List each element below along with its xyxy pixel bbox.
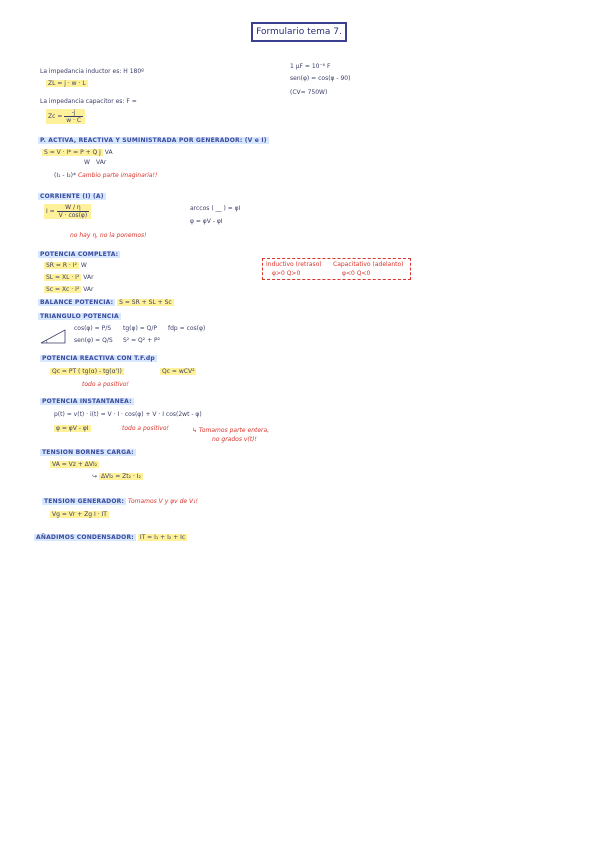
unit-var: VAr: [96, 159, 107, 166]
tension-gen-heading: TENSION GENERADOR:: [44, 498, 125, 505]
condensador-row: [34, 534, 187, 541]
corriente-note: no hay η, no la ponemos!: [70, 232, 147, 239]
reactiva-formula: Qc = PT ( tg(α) - tg(α')): [52, 368, 122, 375]
corriente-formula: [44, 204, 91, 219]
note-sen-cos: sen(φ) = cos(φ - 90): [290, 75, 351, 82]
balance-row: [38, 299, 174, 306]
p-activa-note: [54, 172, 157, 179]
s-l-row: [44, 274, 94, 281]
unit-va: VA: [104, 149, 113, 156]
potencia-completa-heading: POTENCIA COMPLETA:: [40, 251, 119, 258]
s-r-formula: SR = R · I²: [46, 262, 77, 269]
tension-gen-formula: Vg = Vr + Zg I · IT: [52, 511, 107, 518]
arccos-formula: arccos ( __ ) = φI: [190, 205, 241, 212]
condensador-heading: AÑADIMOS CONDENSADOR:: [36, 534, 134, 541]
instantanea-heading: POTENCIA INSTANTANEA:: [42, 398, 132, 405]
tension-bornes-sub-formula: ΔVI₂ = Zt₂ · I₂: [100, 473, 141, 480]
capacitor-formula: [46, 109, 85, 124]
instantanea-note-3: no grados v(t)!: [212, 436, 257, 443]
tension-gen-note: Tomamos V y φv de V₁!: [128, 498, 198, 505]
corriente-heading: CORRIENTE (I) (A): [40, 193, 104, 200]
balance-heading: BALANCE POTENCIA:: [40, 299, 114, 306]
tension-bornes-heading: TENSION BORNES CARGA:: [42, 449, 134, 456]
capacitor-den: w · C: [66, 117, 82, 124]
condensador-formula: IT = I₁ + I₂ + Ic: [139, 534, 186, 541]
page-title: Formulario tema 7.: [251, 22, 347, 42]
instantanea-note-2: ↳ Tomamos parte entera,: [192, 427, 270, 434]
corriente-den: V · cos(φ): [58, 212, 88, 219]
p-activa-formula: [42, 149, 113, 156]
capacitivo-label: Capacitativo (adelanto): [333, 261, 404, 268]
capacitor-label: La impedancia capacitor es: F =: [40, 98, 137, 105]
inductor-formula: ZL = j · w · L: [48, 80, 86, 87]
tension-gen-row: [42, 498, 198, 505]
tri-tg: tg(φ) = Q/P: [123, 325, 158, 332]
instantanea-formula: p(t) = v(t) · i(t) = V · I · cos(φ) + V · I cos(2wt - φ): [54, 411, 202, 418]
capacitivo-cond: φ<0 Q<0: [342, 270, 371, 277]
tri-cos: cos(φ) = P/S: [74, 325, 112, 332]
s-l-formula: SL = XL · I²: [46, 274, 80, 281]
instantanea-note-1: todo a positivo!: [122, 425, 169, 432]
unit-w: W: [84, 159, 90, 166]
s-c-row: [44, 286, 93, 293]
capacitor-num: -j: [64, 109, 83, 117]
corriente-fraction: [57, 204, 90, 219]
reactiva-heading: POTENCIA REACTIVA CON T.F.dp: [42, 355, 155, 362]
s-c-formula: Sc = Xc · I²: [46, 286, 80, 293]
tri-fdp: fdp = cos(φ): [168, 325, 206, 332]
inductivo-cond: φ>0 Q>0: [272, 270, 301, 277]
reactiva-formula-2: Qc = wCV²: [162, 368, 195, 375]
s-formula: S = V · I* = P + Q j: [44, 149, 101, 156]
note-text: Cambio parte imaginaria!!: [77, 172, 158, 179]
tension-bornes-sub: [92, 473, 143, 480]
note-microfarad: 1 µF = 10⁻⁶ F: [290, 63, 331, 70]
tension-bornes-formula: VA = Vz + ΔVI₂: [52, 461, 98, 468]
corriente-num: W / η: [57, 204, 90, 212]
s-c-unit: VAr: [83, 286, 94, 293]
tri-sen: sen(φ) = Q/S: [74, 337, 113, 344]
capacitor-lhs: Zc =: [48, 113, 63, 120]
s-r-unit: W: [80, 262, 87, 269]
p-activa-heading: P. ACTIVA, REACTIVA Y SUMINISTRADA POR GENERADOR: (V e I): [40, 137, 267, 144]
phi-formula: φ = φV - φI: [190, 218, 223, 225]
tri-s2: S² = Q² + P²: [123, 337, 161, 344]
s-r-row: [44, 262, 87, 269]
arrow-icon: ↪: [92, 473, 98, 480]
power-triangle-icon: [40, 328, 66, 344]
note-formula: (I₁ - I₂)*: [54, 172, 77, 179]
note-cv: (CV= 750W): [290, 89, 328, 96]
balance-formula: S = SR + SL + Sc: [119, 299, 172, 306]
instantanea-phi: φ = φV - φI: [56, 425, 89, 432]
reactiva-note: todo a positivo!: [82, 381, 129, 388]
capacitor-fraction: [64, 109, 83, 124]
triangulo-heading: TRIANGULO POTENCIA: [40, 313, 119, 320]
s-l-unit: VAr: [83, 274, 94, 281]
corriente-lhs: I =: [46, 208, 55, 215]
inductivo-label: Inductivo (retraso): [266, 261, 322, 268]
inductor-label: La impedancia inductor es: H 180º: [40, 68, 144, 75]
